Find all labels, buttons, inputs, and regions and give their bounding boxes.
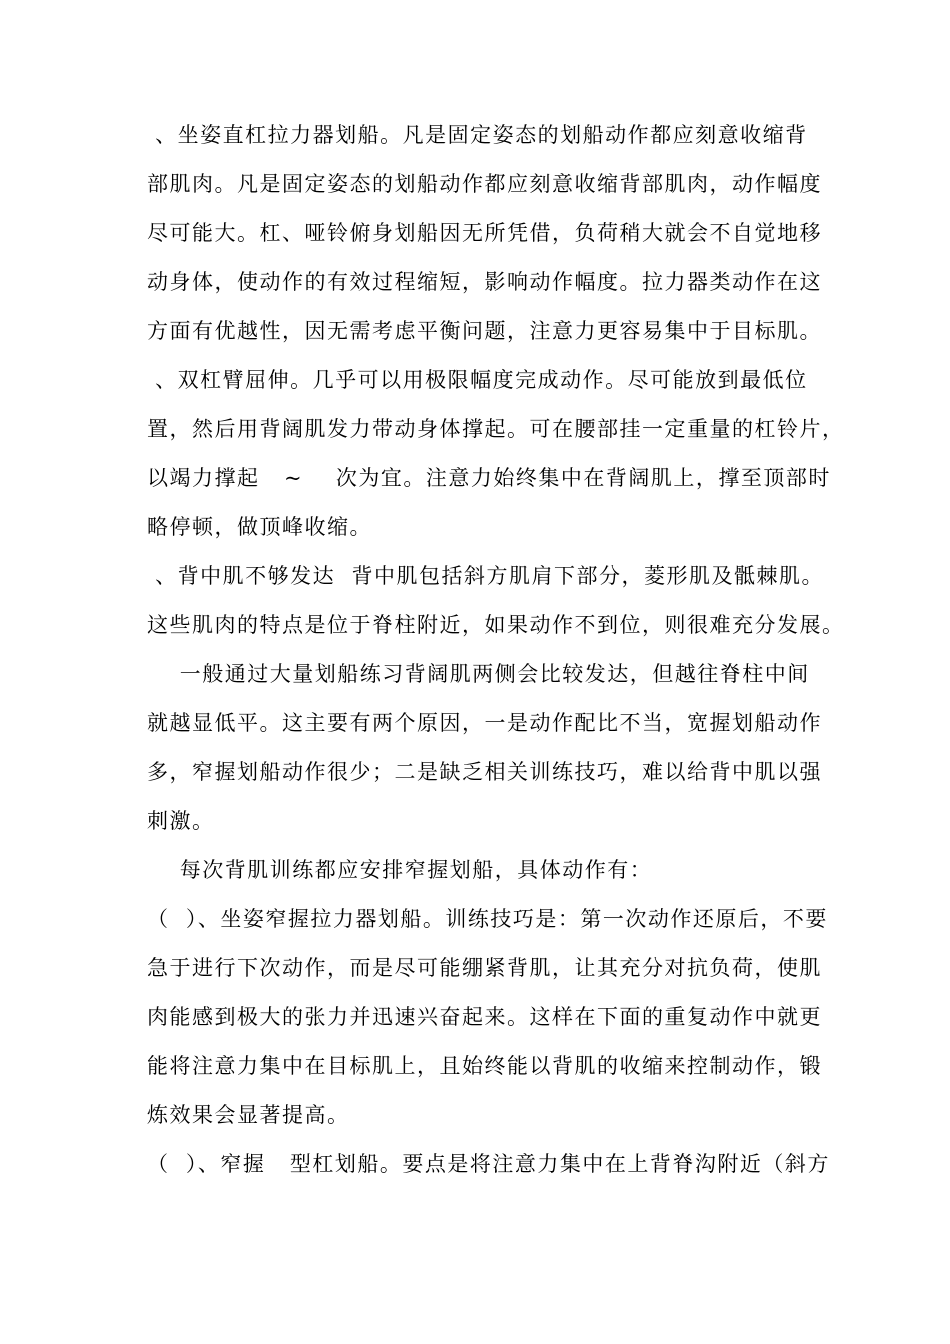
text-line: 每次背肌训练都应安排窄握划船，具体动作有： bbox=[147, 858, 653, 882]
text-line: 置，然后用背阔肌发力带动身体撑起。可在腰部挂一定重量的杠铃片， bbox=[147, 417, 845, 441]
text-line: 部肌肉。凡是固定姿态的划船动作都应刻意收缩背部肌肉，动作幅度 bbox=[147, 172, 822, 196]
text-line: 、双杠臂屈伸。几乎可以用极限幅度完成动作。尽可能放到最低位 bbox=[147, 368, 808, 392]
text-line: 炼效果会显著提高。 bbox=[147, 1103, 350, 1127]
text-line: 略停顿，做顶峰收缩。 bbox=[147, 515, 372, 539]
text-line: 以竭力撑起 ~ 次为宜。注意力始终集中在背阔肌上，撑至顶部时 bbox=[147, 466, 831, 490]
text-line: （ ）、坐姿窄握拉力器划船。训练技巧是：第一次动作还原后，不要 bbox=[147, 907, 828, 931]
text-line: 动身体，使动作的有效过程缩短，影响动作幅度。拉力器类动作在这 bbox=[147, 270, 822, 294]
text-line: 尽可能大。杠、哑铃俯身划船因无所凭借，负荷稍大就会不自觉地移 bbox=[147, 221, 822, 245]
text-line: 能将注意力集中在目标肌上，且始终能以背肌的收缩来控制动作，锻 bbox=[147, 1054, 822, 1078]
text-line: 肉能感到极大的张力并迅速兴奋起来。这样在下面的重复动作中就更 bbox=[147, 1005, 822, 1029]
text-line: 多，窄握划船动作很少；二是缺乏相关训练技巧，难以给背中肌以强 bbox=[147, 760, 822, 784]
text-line: 这些肌肉的特点是位于脊柱附近，如果动作不到位，则很难充分发展。 bbox=[147, 613, 845, 637]
text-line: （ ）、窄握 型杠划船。要点是将注意力集中在上背脊沟附近（斜方 bbox=[147, 1152, 830, 1176]
text-line: 、坐姿直杠拉力器划船。凡是固定姿态的划船动作都应刻意收缩背 bbox=[147, 123, 808, 147]
text-line: 急于进行下次动作，而是尽可能绷紧背肌，让其充分对抗负荷，使肌 bbox=[147, 956, 822, 980]
text-line: 一般通过大量划船练习背阔肌两侧会比较发达，但越往脊柱中间 bbox=[147, 662, 810, 686]
text-line: 就越显低平。这主要有两个原因，一是动作配比不当，宽握划船动作 bbox=[147, 711, 822, 735]
text-line: 刺激。 bbox=[147, 809, 215, 833]
text-line: 、背中肌不够发达 背中肌包括斜方肌肩下部分，菱形肌及骶棘肌。 bbox=[147, 564, 825, 588]
text-line: 方面有优越性，因无需考虑平衡问题，注意力更容易集中于目标肌。 bbox=[147, 319, 822, 343]
